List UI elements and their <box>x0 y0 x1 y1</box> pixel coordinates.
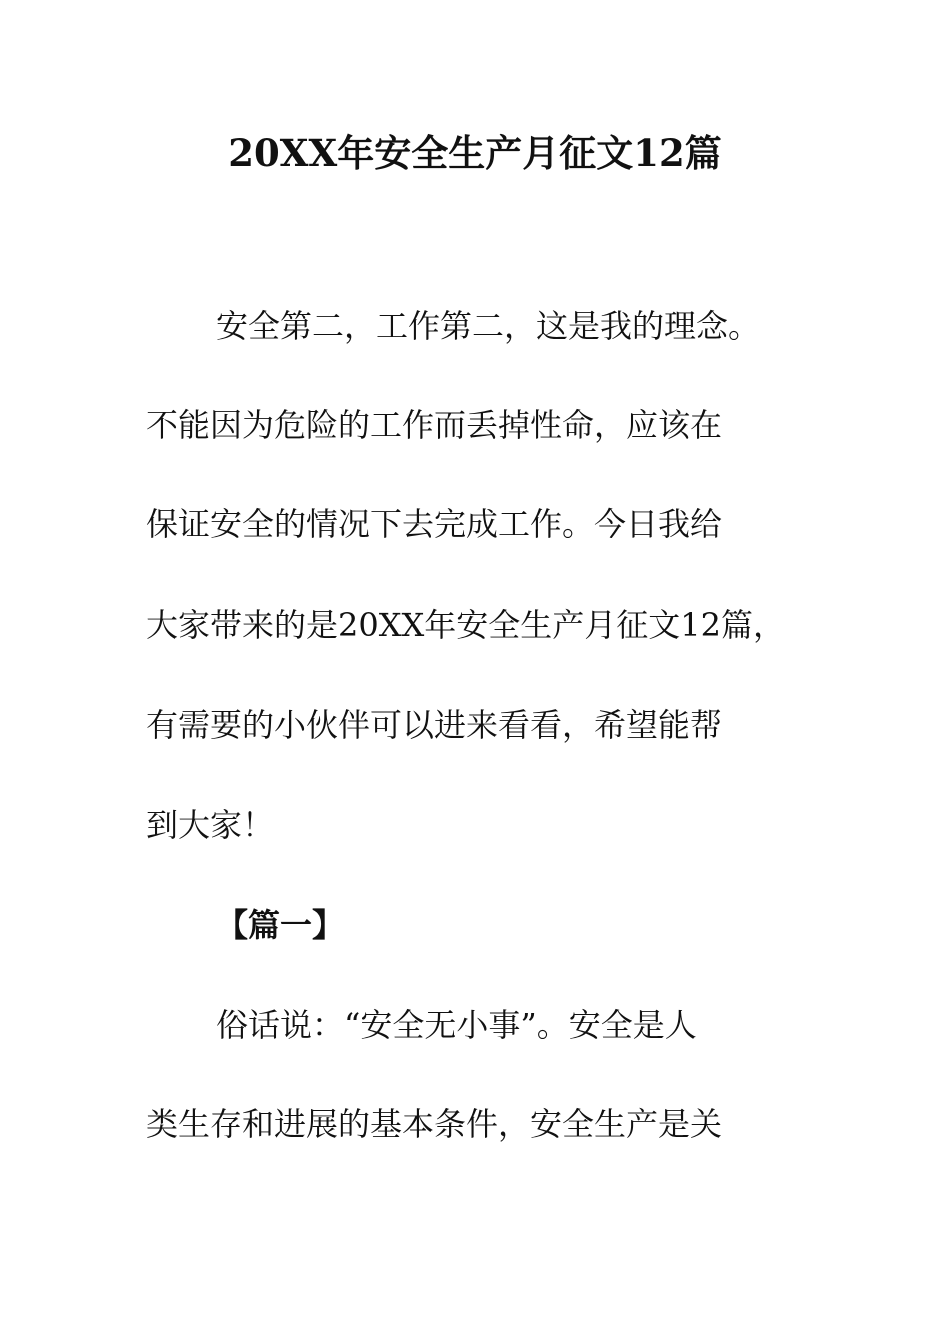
intro-line: 有需要的小伙伴可以进来看看，希望能帮 <box>146 706 723 744</box>
section-line: 类生存和进展的基本条件，安全生产是关 <box>146 1105 723 1143</box>
section-line: 俗话说：“安全无小事”。安全是人 <box>216 1006 697 1044</box>
intro-line: 大家带来的是20XX年安全生产月征文12篇， <box>146 606 786 644</box>
intro-line: 到大家！ <box>146 806 275 844</box>
intro-line: 不能因为危险的工作而丢掉性命，应该在 <box>146 406 723 444</box>
section-heading: 【篇一】 <box>216 906 345 944</box>
intro-line: 保证安全的情况下去完成工作。今日我给 <box>146 505 723 543</box>
intro-line: 安全第二，工作第二，这是我的理念。 <box>216 307 761 345</box>
document-title: 20XX年安全生产月征文12篇 <box>228 131 722 175</box>
